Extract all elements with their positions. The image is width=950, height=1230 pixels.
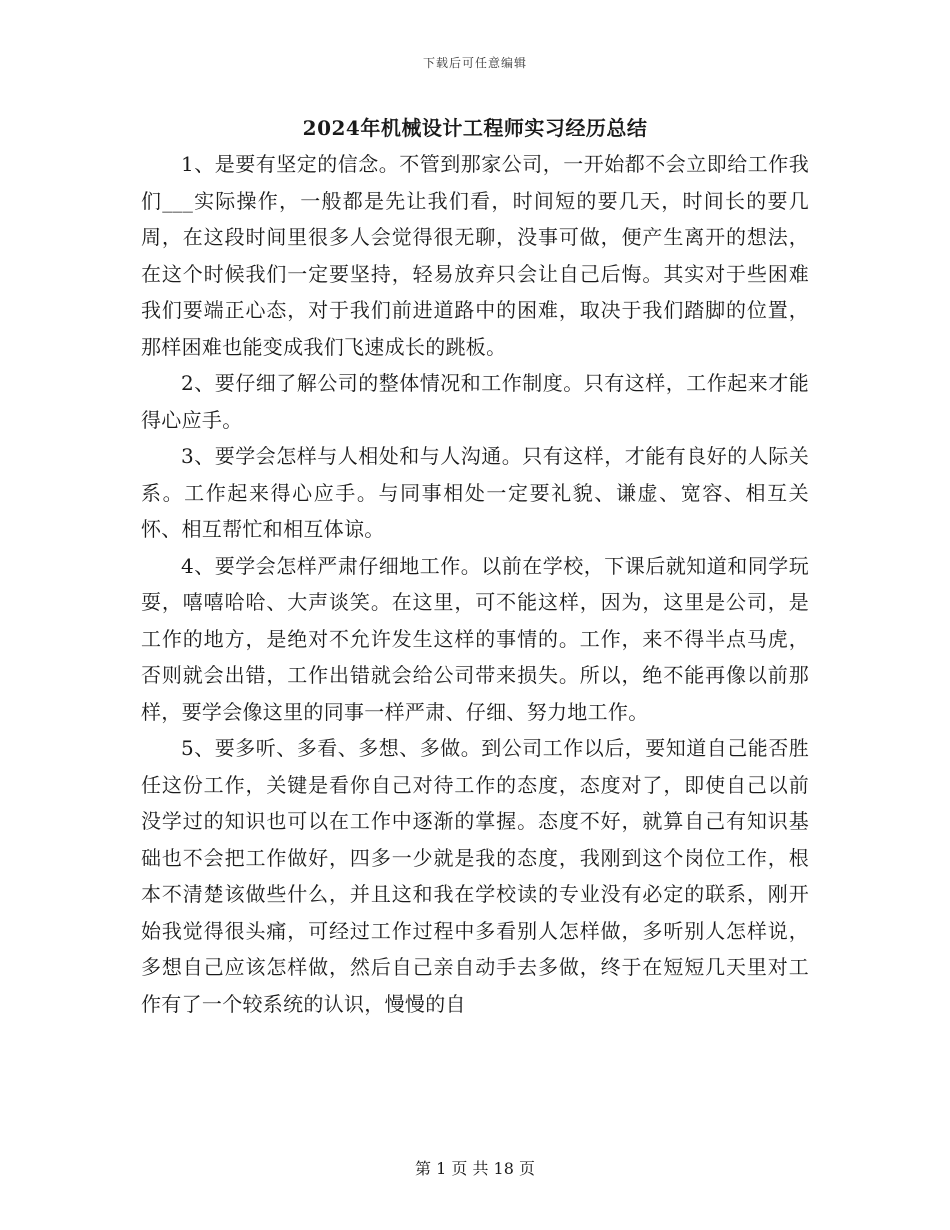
- paragraph-1: 1、是要有坚定的信念。不管到那家公司，一开始都不会立即给工作我们___实际操作，一般都是先让我们看，时间短的要几天，时间长的要几周，在这段时间里很多人会觉得很无聊，没事可做，便产生离开的想法，在这个时候我们一定要坚持，轻易放弃只会让自己后悔。其实对于些困难我们要端正心态，对于我们前进道路中的困难，取决于我们踏脚的位置，那样困难也能变成我们飞速成长的跳板。: [141, 152, 809, 359]
- paragraph-4: 4、要学会怎样严肃仔细地工作。以前在学校，下课后就知道和同学玩耍，嘻嘻哈哈、大声谈笑。在这里，可不能这样，因为，这里是公司，是工作的地方，是绝对不允许发生这样的事情的。工作，来不得半点马虎，否则就会出错，工作出错就会给公司带来损失。所以，绝不能再像以前那样，要学会像这里的同事一样严肃、仔细、努力地工作。: [141, 553, 809, 724]
- paragraph-3: 3、要学会怎样与人相处和与人沟通。只有这样，才能有良好的人际关系。工作起来得心应手。与同事相处一定要礼貌、谦虚、宽容、相互关怀、相互帮忙和相互体谅。: [141, 444, 809, 541]
- document-title: 2024年机械设计工程师实习经历总结: [302, 116, 648, 140]
- header-note: 下载后可任意编辑: [422, 56, 527, 70]
- page-number: 第 1 页 共 18 页: [415, 1159, 535, 1178]
- document-body: [141, 146, 809, 1022]
- paragraph-5: 5、要多听、多看、多想、多做。到公司工作以后，要知道自己能否胜任这份工作，关键是看你自己对待工作的态度，态度对了，即使自己以前没学过的知识也可以在工作中逐渐的掌握。态度不好，就算自己有知识基础也不会把工作做好，四多一少就是我的态度，我刚到这个岗位工作，根本不清楚该做些什么，并且这和我在学校读的专业没有必定的联系，刚开始我觉得很头痛，可经过工作过程中多看别人怎样做，多听别人怎样说，多想自己应该怎样做，然后自己亲自动手去多做，终于在短短几天里对工作有了一个较系统的认识，慢慢的自: [141, 736, 809, 1016]
- paragraph-2: 2、要仔细了解公司的整体情况和工作制度。只有这样，工作起来才能得心应手。: [141, 371, 809, 432]
